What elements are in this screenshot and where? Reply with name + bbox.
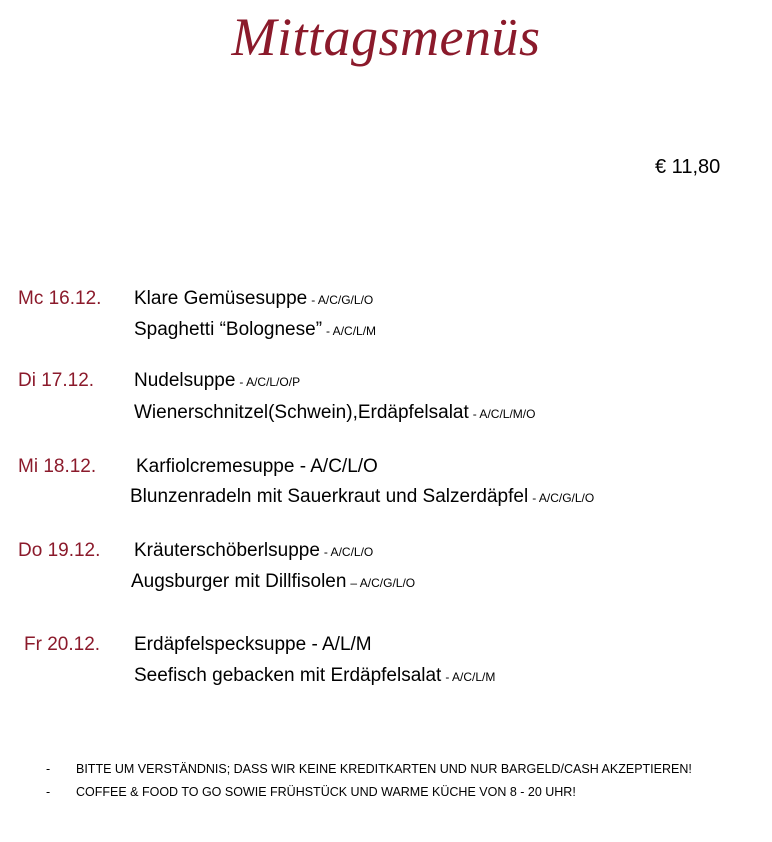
- soup-allergens: - A/C/L/O/P: [239, 375, 301, 389]
- main-line: [134, 665, 495, 687]
- day-label: Mc 16.12.: [18, 288, 102, 309]
- main-name: Seefisch gebacken mit Erdäpfelsalat: [134, 665, 442, 686]
- page-title: Mittagsmenüs: [231, 7, 541, 67]
- note-text: BITTE UM VERSTÄNDNIS; DASS WIR KEINE KREDITKARTEN UND NUR BARGELD/CASH AKZEPTIEREN!: [76, 762, 692, 776]
- soup-allergens: - A/C/G/L/O: [311, 293, 374, 307]
- soup-name: Karfiolcremesuppe - A/C/L/O: [136, 456, 378, 477]
- note-item: [46, 783, 696, 801]
- main-allergens: - A/C/L/M: [326, 324, 377, 338]
- main-name: Spaghetti “Bolognese”: [134, 319, 323, 340]
- main-line: [134, 319, 376, 341]
- note-dash: -: [46, 762, 51, 776]
- soup-line: [136, 456, 382, 478]
- soup-name: Kräuterschöberlsuppe: [134, 540, 320, 561]
- soup-line: [134, 370, 300, 392]
- main-name: Blunzenradeln mit Sauerkraut und Salzerdäpfel: [130, 486, 529, 507]
- main-allergens: - A/C/L/M: [445, 670, 496, 684]
- note-dash: -: [46, 785, 51, 799]
- day-label: Mi 18.12.: [18, 456, 97, 477]
- main-name: Wienerschnitzel(Schwein),Erdäpfelsalat: [134, 402, 469, 423]
- soup-line: [134, 634, 376, 656]
- day-label: Di 17.12.: [18, 370, 95, 391]
- main-line: [131, 571, 415, 593]
- note-item: [46, 760, 696, 778]
- day-label: Fr 20.12.: [24, 634, 101, 655]
- main-allergens: - A/C/L/M/O: [472, 407, 536, 421]
- main-allergens: – A/C/G/L/O: [350, 576, 416, 590]
- soup-allergens: - A/C/L/O: [323, 545, 374, 559]
- soup-name: Erdäpfelspecksuppe - A/L/M: [134, 634, 372, 655]
- day-label: Do 19.12.: [18, 540, 101, 561]
- notes-list: [46, 760, 696, 806]
- soup-line: [134, 540, 373, 562]
- main-line: [130, 486, 594, 508]
- main-name: Augsburger mit Dillfisolen: [131, 571, 347, 592]
- soup-name: Nudelsuppe: [134, 370, 236, 391]
- soup-line: [134, 288, 373, 310]
- price: € 11,80: [655, 156, 721, 178]
- main-line: [134, 402, 535, 424]
- note-text: COFFEE & FOOD TO GO SOWIE FRÜHSTÜCK UND WARME KÜCHE VON 8 - 20 UHR!: [76, 785, 576, 799]
- main-allergens: - A/C/G/L/O: [532, 491, 595, 505]
- soup-name: Klare Gemüsesuppe: [134, 288, 308, 309]
